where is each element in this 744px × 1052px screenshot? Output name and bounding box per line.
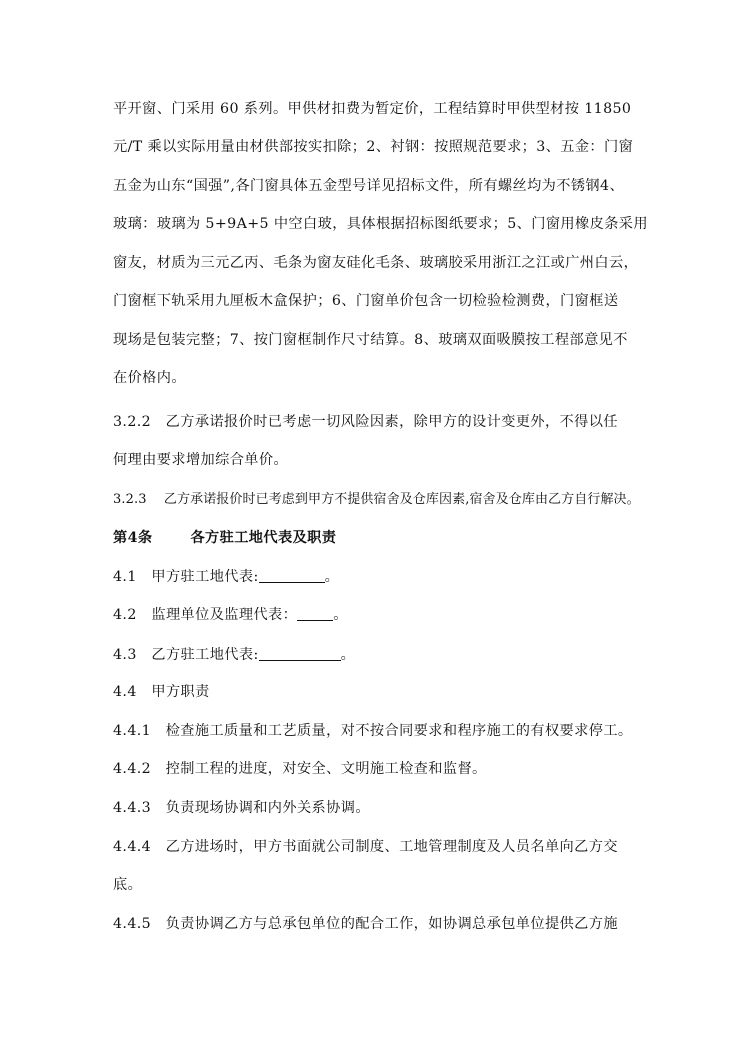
paragraph-line: 在价格内。 [113,370,186,386]
clause-4-2-label: 4.2 监理单位及监理代表： [113,607,298,623]
article-4-heading [113,528,336,548]
clause-end: 。 [333,607,348,623]
clause-3-2-2-line: 何理由要求增加综合单价。 [113,452,289,468]
paragraph-line: 元/T 乘以实际用量由材供部按实扣除；2、衬钢：按照规范要求；3、五金：门窗 [113,139,634,155]
article-title: 各方驻工地代表及职责 [190,530,337,546]
clause-4-4-4-line: 4.4.4 乙方进场时，甲方书面就公司制度、工地管理制度及人员名单向乙方交 [113,839,618,855]
clause-4-4-1: 4.4.1 检查施工质量和工艺质量，对不按合同要求和程序施工的有权要求停工。 [113,723,633,739]
clause-end: 。 [324,569,340,585]
clause-4-4: 4.4 甲方职责 [113,684,210,700]
clause-4-4-4-line: 底。 [113,877,143,893]
clause-3-2-3: 3.2.3 乙方承诺报价时已考虑到甲方不提供宿舍及仓库因素,宿舍及仓库由乙方自行解决。 [113,492,640,507]
paragraph-line: 玻璃：玻璃为 5+9A+5 中空白玻，具体根据招标图纸要求；5、门窗用橡皮条采用 [113,216,648,232]
clause-4-4-5: 4.4.5 负责协调乙方与总承包单位的配合工作，如协调总承包单位提供乙方施 [113,916,618,932]
clause-4-1 [113,567,339,587]
clause-end: 。 [340,647,356,663]
clause-4-1-label: 4.1 甲方驻工地代表: [113,569,259,585]
article-number: 第4条 [113,530,153,546]
clause-4-3 [113,645,355,665]
clause-3-2-2-line: 3.2.2 乙方承诺报价时已考虑一切风险因素，除甲方的设计变更外，不得以任 [113,414,618,430]
supervisor-blank [297,605,333,621]
clause-4-2 [113,605,348,625]
paragraph-line: 平开窗、门采用 60 系列。甲供材扣费为暂定价，工程结算时甲供型材按 11850 [113,101,632,117]
clause-4-4-3: 4.4.3 负责现场协调和内外关系协调。 [113,800,370,816]
clause-4-4-2: 4.4.2 控制工程的进度，对安全、文明施工检查和监督。 [113,761,487,777]
clause-4-3-label: 4.3 乙方驻工地代表: [113,647,259,663]
paragraph-line: 现场是包装完整；7、按门窗框制作尺寸结算。8、玻璃双面吸膜按工程部意见不 [113,332,628,348]
representative-blank [259,645,341,661]
paragraph-line: 窗友，材质为三元乙丙、毛条为窗友硅化毛条、玻璃胶采用浙江之江或广州白云， [113,255,639,271]
paragraph-line: 五金为山东“国强”,各门窗具体五金型号详见招标文件，所有螺丝均为不锈钢4、 [113,178,625,194]
representative-blank [259,567,325,583]
paragraph-line: 门窗框下轨采用九厘板木盒保护；6、门窗单价包含一切检验检测费，门窗框送 [113,293,619,309]
